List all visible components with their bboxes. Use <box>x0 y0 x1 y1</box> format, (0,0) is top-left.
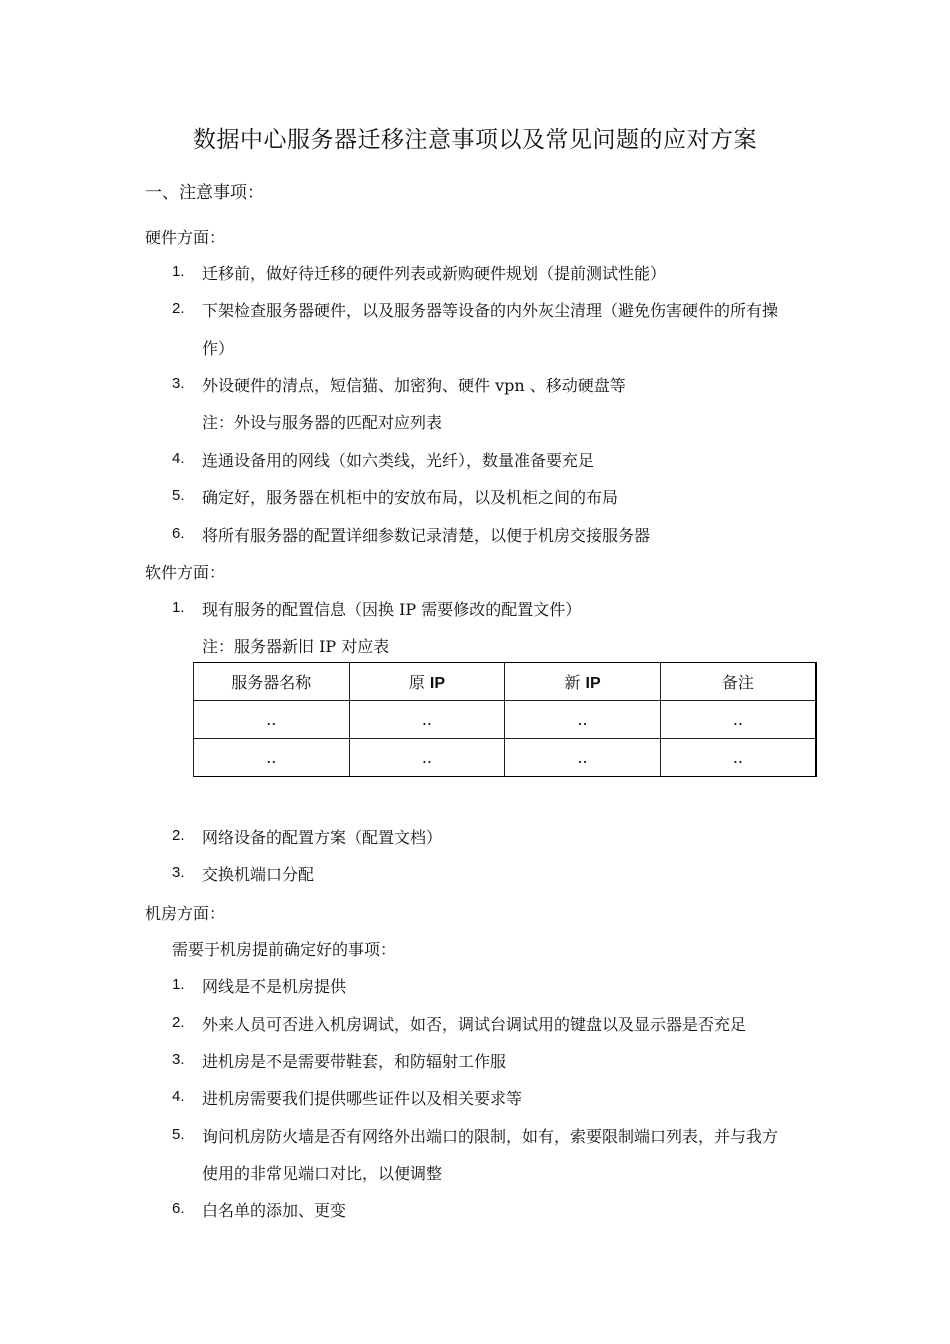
table-cell: .. <box>660 701 816 739</box>
software-heading: 软件方面： <box>145 563 226 582</box>
list-number: 4. <box>172 1088 185 1105</box>
table-cell: .. <box>660 739 816 777</box>
list-number: 1. <box>172 263 185 280</box>
ip-mapping-table <box>193 662 817 777</box>
table-row <box>194 739 817 777</box>
list-item: 外设硬件的清点，短信猫、加密狗、硬件 vpn 、移动硬盘等 <box>202 376 626 395</box>
list-item-continued: 使用的非常见端口对比，以便调整 <box>202 1164 443 1183</box>
section-heading: 一、注意事项： <box>145 183 264 203</box>
table-header: 原 IP <box>349 663 505 701</box>
room-intro: 需要于机房提前确定好的事项： <box>172 940 397 959</box>
list-item: 网络设备的配置方案（配置文档） <box>202 828 443 847</box>
list-item: 连通设备用的网线（如六类线，光纤），数量准备要充足 <box>202 451 595 470</box>
note: 注：外设与服务器的匹配对应列表 <box>202 413 443 432</box>
table-cell: .. <box>505 701 661 739</box>
list-number: 3. <box>172 375 185 392</box>
table-cell: .. <box>505 739 661 777</box>
list-item: 进机房是不是需要带鞋套，和防辐射工作服 <box>202 1052 507 1071</box>
table-header: 备注 <box>660 663 816 701</box>
table-header: 新 IP <box>505 663 661 701</box>
list-item: 现有服务的配置信息（因换 IP 需要修改的配置文件） <box>202 600 582 619</box>
list-number: 3. <box>172 864 185 881</box>
list-item: 询问机房防火墙是否有网络外出端口的限制，如有，索要限制端口列表，并与我方 <box>202 1127 779 1146</box>
table-row <box>194 701 817 739</box>
table-cell: .. <box>349 701 505 739</box>
room-heading: 机房方面： <box>145 904 226 923</box>
table-cell: .. <box>194 701 350 739</box>
list-number: 5. <box>172 487 185 504</box>
list-item: 白名单的添加、更变 <box>202 1201 347 1220</box>
table-cell: .. <box>349 739 505 777</box>
list-number: 6. <box>172 1200 185 1217</box>
list-number: 1. <box>172 599 185 616</box>
list-item: 将所有服务器的配置详细参数记录清楚，以便于机房交接服务器 <box>202 526 651 545</box>
list-number: 3. <box>172 1051 185 1068</box>
list-number: 4. <box>172 450 185 467</box>
list-item: 外来人员可否进入机房调试，如否，调试台调试用的键盘以及显示器是否充足 <box>202 1015 747 1034</box>
list-number: 5. <box>172 1126 185 1143</box>
list-item-continued: 作） <box>202 339 235 358</box>
note: 注：服务器新旧 IP 对应表 <box>202 637 390 656</box>
table-header: 服务器名称 <box>194 663 350 701</box>
list-item: 迁移前，做好待迁移的硬件列表或新购硬件规划（提前测试性能） <box>202 264 667 283</box>
hardware-heading: 硬件方面： <box>145 228 226 247</box>
list-number: 6. <box>172 525 185 542</box>
table-header-row <box>194 663 817 701</box>
list-item: 进机房需要我们提供哪些证件以及相关要求等 <box>202 1089 523 1108</box>
list-number: 2. <box>172 827 185 844</box>
list-number: 2. <box>172 1014 185 1031</box>
list-item: 交换机端口分配 <box>202 865 315 884</box>
list-number: 1. <box>172 976 185 993</box>
document-title: 数据中心服务器迁移注意事项以及常见问题的应对方案 <box>193 127 757 153</box>
list-item: 网线是不是机房提供 <box>202 977 347 996</box>
list-item: 确定好，服务器在机柜中的安放布局，以及机柜之间的布局 <box>202 488 619 507</box>
list-item: 下架检查服务器硬件，以及服务器等设备的内外灰尘清理（避免伤害硬件的所有操 <box>202 301 779 320</box>
table-cell: .. <box>194 739 350 777</box>
list-number: 2. <box>172 300 185 317</box>
